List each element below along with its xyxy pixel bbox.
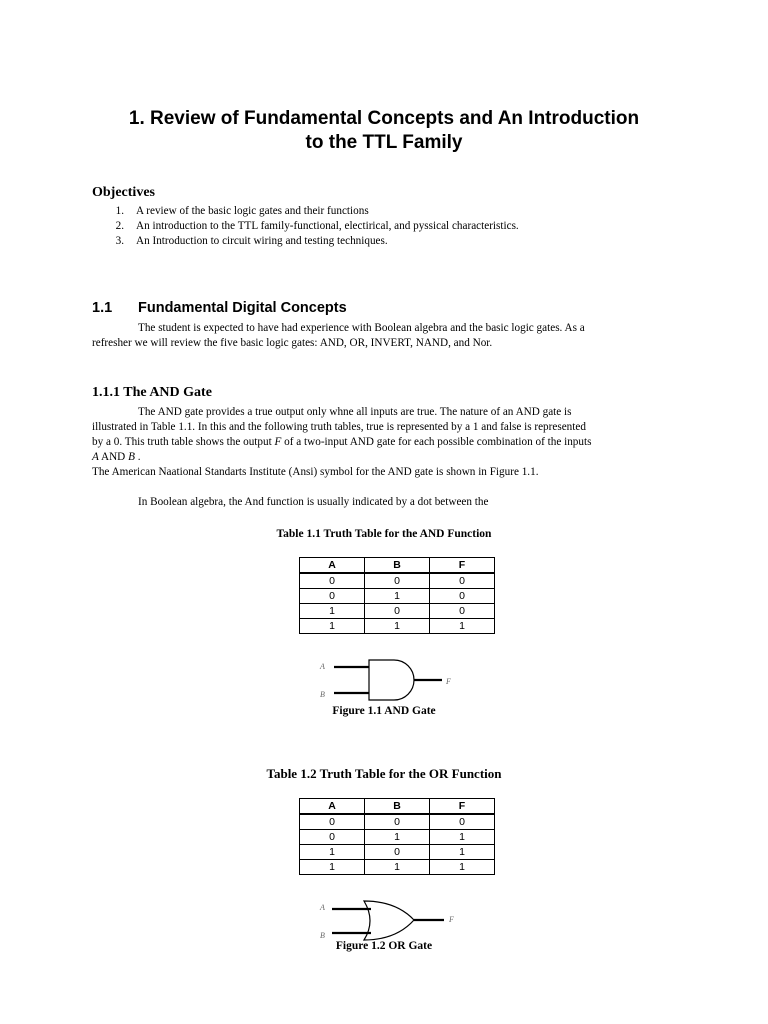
list-item-text: An introduction to the TTL family-functional, electirical, and pyssical characteristics. [136, 220, 519, 232]
and-gate-icon [316, 656, 456, 702]
input-a-label: A [320, 903, 325, 912]
table-caption: Table 1.1 Truth Table for the AND Function [276, 528, 492, 540]
table-cell: 1 [430, 619, 495, 634]
paragraph-line: In Boolean algebra, the And function is usually indicated by a dot between the [138, 496, 489, 508]
section-paragraph-line: refresher we will review the five basic logic gates: AND, OR, INVERT, NAND, and Nor. [92, 337, 493, 349]
table-cell: 1 [300, 845, 365, 860]
table-row [300, 619, 495, 634]
table-row [300, 604, 495, 619]
figure-caption: Figure 1.2 OR Gate [335, 940, 433, 952]
table-cell: 0 [300, 814, 365, 830]
table-cell: 0 [430, 573, 495, 589]
section-number: 1.1 [92, 300, 113, 316]
table-cell: 1 [430, 860, 495, 875]
list-item-number: 2. [115, 220, 124, 232]
list-item [110, 234, 710, 249]
title-line-2: to the TTL Family [305, 132, 463, 153]
column-header: A [300, 558, 365, 574]
text-run: . [134, 451, 141, 463]
input-b-label: B [320, 690, 325, 699]
paragraph-line [92, 435, 591, 450]
table-row [300, 573, 495, 589]
objectives-heading: Objectives [92, 185, 155, 200]
list-item [110, 204, 710, 219]
page-title [0, 107, 768, 155]
table-cell: 1 [300, 604, 365, 619]
table-row [300, 860, 495, 875]
table-cell: 1 [430, 830, 495, 845]
table-cell: 0 [430, 589, 495, 604]
table-cell: 1 [365, 830, 430, 845]
objectives-list [110, 204, 710, 249]
paragraph-line [92, 450, 141, 465]
table-row [300, 814, 495, 830]
list-item [110, 219, 710, 234]
table-header-row [300, 799, 495, 815]
column-header: B [365, 799, 430, 815]
table-row [300, 845, 495, 860]
paragraph-line: illustrated in Table 1.1. In this and the following truth tables, true is represented by a 1 and false is represented [92, 421, 586, 433]
or-truth-table [299, 798, 495, 875]
table-cell: 1 [365, 619, 430, 634]
table-header-row [300, 558, 495, 574]
subsection-heading: 1.1.1 The AND Gate [92, 385, 212, 400]
paragraph-line: The AND gate provides a true output only whne all inputs are true. The nature of an AND gate is [138, 406, 572, 418]
or-gate-icon [316, 898, 461, 942]
column-header: B [365, 558, 430, 574]
list-item-number: 1. [115, 205, 124, 217]
figure-caption: Figure 1.1 AND Gate [332, 705, 436, 717]
title-line-1: 1. Review of Fundamental Concepts and An Introduction [128, 108, 640, 129]
section-title: Fundamental Digital Concepts [138, 300, 347, 316]
input-a-label: A [320, 662, 325, 671]
and-truth-table [299, 557, 495, 634]
table-cell: 0 [430, 604, 495, 619]
table-cell: 0 [365, 604, 430, 619]
table-cell: 0 [300, 589, 365, 604]
table-cell: 1 [365, 860, 430, 875]
table-row [300, 830, 495, 845]
text-run: of a two-input AND gate for each possible combination of the inputs [281, 436, 592, 448]
table-row [300, 589, 495, 604]
table-cell: 1 [300, 619, 365, 634]
column-header: A [300, 799, 365, 815]
table-cell: 1 [430, 845, 495, 860]
table-caption: Table 1.2 Truth Table for the OR Function [266, 766, 502, 781]
text-run: AND [98, 451, 129, 463]
column-header: F [430, 558, 495, 574]
variable-b: B [128, 451, 135, 463]
table-cell: 0 [365, 573, 430, 589]
table-cell: 1 [300, 860, 365, 875]
table-cell: 0 [430, 814, 495, 830]
variable-a: A [92, 451, 99, 463]
input-b-label: B [320, 931, 325, 940]
variable-f: F [274, 436, 282, 448]
list-item-text: A review of the basic logic gates and their functions [136, 205, 369, 217]
table-cell: 0 [365, 814, 430, 830]
section-paragraph-line: The student is expected to have had experience with Boolean algebra and the basic logic gates. As a [138, 322, 585, 334]
table-cell: 0 [300, 830, 365, 845]
list-item-text: An Introduction to circuit wiring and testing techniques. [136, 235, 388, 247]
output-f-label: F [446, 677, 451, 686]
output-f-label: F [449, 915, 454, 924]
list-item-number: 3. [115, 235, 124, 247]
table-cell: 1 [365, 589, 430, 604]
table-cell: 0 [365, 845, 430, 860]
text-run: by a 0. This truth table shows the output [92, 436, 275, 448]
column-header: F [430, 799, 495, 815]
table-cell: 0 [300, 573, 365, 589]
paragraph-line: The American Naational Standarts Institute (Ansi) symbol for the AND gate is shown in Figure 1.1. [92, 466, 539, 478]
